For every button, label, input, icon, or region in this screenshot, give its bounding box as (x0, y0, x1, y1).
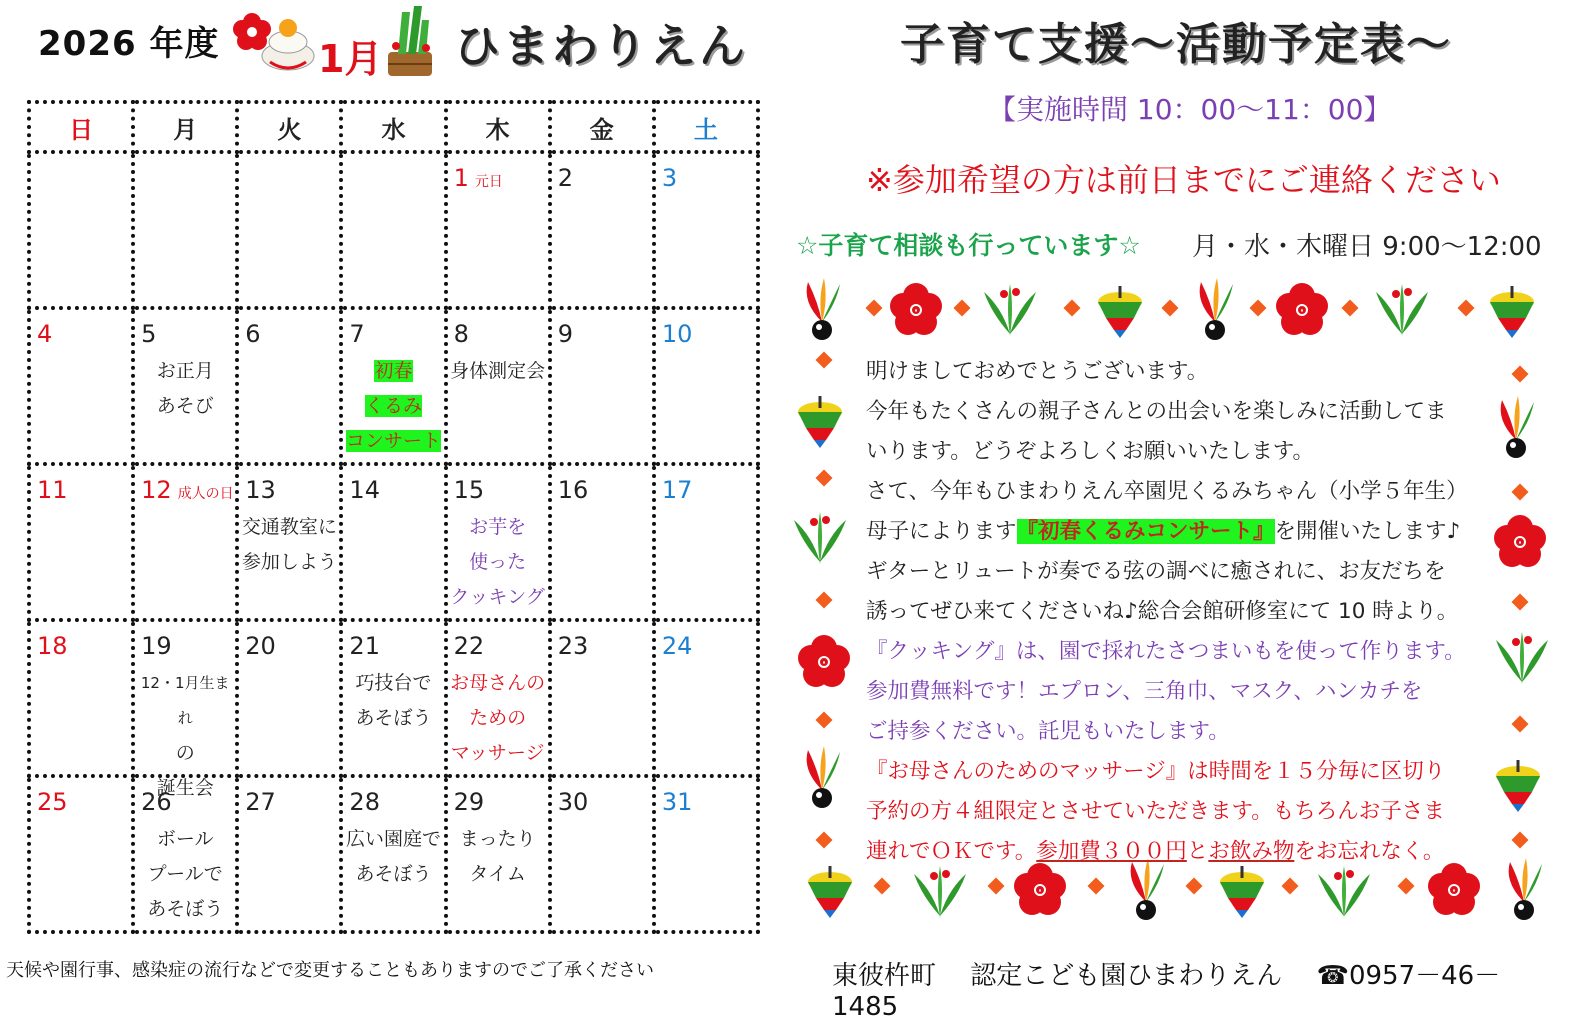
day-number-value: 29 (453, 788, 485, 816)
message-line (866, 512, 1506, 552)
event-text: タイム (469, 863, 526, 885)
calendar-day-cell (133, 464, 237, 620)
event-text: あそび (156, 395, 214, 417)
event-text: プールで (147, 863, 223, 885)
participation-notice: ※参加希望の方は前日までにご連絡ください (866, 161, 1501, 199)
day-event (343, 822, 443, 892)
day-number-value: 31 (661, 788, 693, 816)
day-number (37, 476, 68, 504)
event-line (135, 892, 235, 927)
message-line-cooking: ご持参ください。託児もいたします。 (866, 719, 1230, 744)
holiday-label: 元日 (474, 174, 503, 190)
consultation-days: 月・水・木曜日 9:00～12:00 (1192, 232, 1542, 262)
day-event (239, 510, 339, 580)
day-number (558, 476, 589, 504)
fee-text: 参加費３００円 (1036, 839, 1187, 864)
calendar-day-cell (446, 620, 550, 776)
day-number-value: 24 (661, 632, 693, 660)
event-line (448, 701, 548, 736)
day-number (349, 632, 380, 660)
day-number-value: 11 (37, 476, 68, 504)
day-number (558, 320, 573, 348)
weekday-header-row (29, 102, 758, 152)
day-number (662, 788, 693, 816)
event-line (343, 424, 443, 459)
message-text: と (1186, 839, 1209, 864)
calendar-day-cell (446, 464, 550, 620)
day-number (245, 476, 276, 504)
day-number (141, 788, 172, 816)
message-line-massage: 『お母さんのためのマッサージ』は時間を１５分毎に区切り (866, 759, 1446, 784)
calendar-day-cell (341, 776, 445, 932)
border-left-column (794, 352, 850, 849)
day-number-value: 27 (245, 788, 276, 816)
weekday-header: 水 (341, 102, 445, 152)
day-number (37, 788, 68, 816)
day-number (662, 476, 693, 504)
day-number-value: 30 (557, 788, 589, 816)
event-line (448, 510, 548, 545)
calendar-day-cell (341, 152, 445, 308)
message-text: をお忘れなく。 (1294, 839, 1445, 864)
message-line: さて、今年もひまわりえん卒園児くるみちゃん（小学５年生） (866, 479, 1468, 504)
day-number-value: 13 (245, 476, 276, 504)
calendar-day-cell (654, 152, 758, 308)
day-number-value: 14 (349, 476, 380, 504)
event-text: お芋を (469, 516, 527, 538)
calendar-week-row (29, 308, 758, 464)
event-line (448, 822, 548, 857)
day-event (448, 822, 548, 892)
event-line (343, 701, 443, 736)
day-number-value: 19 (141, 632, 172, 660)
day-number-value: 7 (349, 320, 365, 348)
event-text: 参加しよう (241, 551, 337, 573)
weekday-header: 日 (29, 102, 133, 152)
day-number-value: 26 (141, 788, 172, 816)
event-text: まったり (459, 828, 536, 850)
day-number (454, 320, 469, 348)
greeting-message (866, 352, 1506, 872)
event-line (239, 510, 339, 545)
day-event (448, 666, 548, 771)
calendar-day-cell (237, 464, 341, 620)
event-line (448, 666, 548, 701)
calendar-day-cell (237, 620, 341, 776)
event-line (135, 389, 235, 424)
day-number-value: 9 (557, 320, 573, 348)
day-number (558, 632, 589, 660)
day-number (245, 320, 260, 348)
message-line: 誘ってぜひ来てくださいね♪総合会館研修室にて 10 時より。 (866, 599, 1459, 624)
day-number-value: 12 (141, 476, 172, 504)
event-line (448, 736, 548, 771)
calendar-day-cell (446, 776, 550, 932)
calendar-day-cell (654, 308, 758, 464)
calendar-week-row (29, 152, 758, 308)
day-number (37, 320, 52, 348)
day-number (349, 788, 380, 816)
event-text: マッサージ (450, 742, 545, 764)
calendar-day-cell (237, 152, 341, 308)
day-number-value: 5 (141, 320, 157, 348)
calendar-day-cell (654, 620, 758, 776)
day-event (448, 510, 548, 615)
calendar-day-cell (341, 620, 445, 776)
calendar-day-cell (446, 308, 550, 464)
weekday-header: 土 (654, 102, 758, 152)
day-number (558, 164, 573, 192)
calendar-day-cell (29, 464, 133, 620)
day-number (245, 632, 276, 660)
calendar-day-cell (237, 776, 341, 932)
message-line: ギターとリュートが奏でる弦の調べに癒されに、お友だちを (866, 559, 1446, 584)
day-number-value: 18 (37, 632, 68, 660)
event-line (343, 666, 443, 701)
event-text: の (175, 742, 195, 764)
day-number-value: 2 (557, 164, 573, 192)
event-line (135, 666, 235, 736)
holiday-label: 成人の日 (177, 486, 234, 502)
day-number-value: 23 (557, 632, 589, 660)
day-number-value: 28 (349, 788, 380, 816)
calendar-day-cell (133, 152, 237, 308)
day-number-value: 25 (37, 788, 68, 816)
day-number (454, 164, 503, 192)
calendar-day-cell (29, 776, 133, 932)
day-number-value: 22 (453, 632, 485, 660)
event-line (135, 354, 235, 389)
calendar-week-row (29, 620, 758, 776)
message-line: 明けましておめでとうございます。 (866, 359, 1209, 384)
day-number (454, 476, 485, 504)
calendar-day-cell (237, 308, 341, 464)
footer-contact (832, 955, 1586, 1022)
event-text: あそぼう (147, 898, 224, 920)
message-text: 母子によります (866, 519, 1017, 544)
event-line (343, 389, 443, 424)
calendar-day-cell (654, 464, 758, 620)
day-number (662, 320, 693, 348)
day-number-value: 8 (453, 320, 469, 348)
consultation-label: ☆子育て相談も行っています☆ (796, 231, 1141, 260)
day-number-value: 3 (661, 164, 678, 192)
day-number (141, 320, 156, 348)
program-title: 子育て支援～活動予定表～ (900, 19, 1452, 70)
calendar-day-cell (29, 152, 133, 308)
day-number (349, 320, 364, 348)
event-line (135, 857, 235, 892)
calendar-day-cell (550, 776, 654, 932)
day-number (37, 632, 68, 660)
calendar-day-cell (133, 308, 237, 464)
event-line (135, 822, 235, 857)
footer-org: 認定こども園ひまわりえん (970, 961, 1283, 991)
event-line (343, 857, 443, 892)
day-number (245, 788, 276, 816)
weekday-header: 金 (550, 102, 654, 152)
event-text: 誕生会 (156, 777, 214, 799)
nursery-name: ひまわりえん (454, 19, 748, 73)
message-line-massage: 予約の方４組限定とさせていただきます。もちろんお子さま (866, 799, 1445, 824)
calendar-week-row (29, 776, 758, 932)
calendar-day-cell (550, 464, 654, 620)
day-number (141, 476, 234, 504)
event-text: クッキング (450, 586, 545, 608)
event-text: お母さんの (450, 672, 546, 694)
event-text: 交通教室に (241, 516, 337, 538)
event-line (448, 545, 548, 580)
event-text: あそぼう (355, 863, 432, 885)
event-text: くるみ (364, 395, 422, 417)
day-number (349, 476, 380, 504)
day-number-value: 15 (453, 476, 485, 504)
event-line (239, 545, 339, 580)
event-text: ボール (156, 828, 214, 850)
event-text: 初春 (374, 360, 413, 382)
event-text: 使った (469, 551, 527, 573)
calendar-day-cell (133, 776, 237, 932)
day-number (141, 632, 172, 660)
calendar-day-cell (341, 308, 445, 464)
calendar-day-cell (550, 308, 654, 464)
weekday-header: 火 (237, 102, 341, 152)
day-event (343, 354, 443, 459)
calendar-day-cell (550, 152, 654, 308)
day-number-value: 6 (245, 320, 261, 348)
event-line (448, 354, 548, 389)
day-number (454, 632, 485, 660)
day-event (135, 354, 235, 424)
calendar-week-row (29, 464, 758, 620)
message-text: 連れでＯＫです。 (866, 839, 1037, 864)
event-text: コンサート (345, 430, 441, 452)
weekday-header: 月 (133, 102, 237, 152)
message-line: 今年もたくさんの親子さんとの出会いを楽しみに活動してま (866, 399, 1447, 424)
day-number (662, 632, 693, 660)
message-line: いります。どうぞよろしくお願いいたします。 (866, 439, 1315, 464)
calendar-day-cell (29, 308, 133, 464)
day-number (558, 788, 589, 816)
day-number (662, 164, 677, 192)
concert-highlight: 『初春くるみコンサート』 (1016, 519, 1275, 544)
day-number-value: 4 (37, 320, 53, 348)
event-line (135, 736, 235, 771)
drink-text: お飲み物 (1208, 839, 1295, 864)
calendar-day-cell (133, 620, 237, 799)
border-top-row (807, 278, 1534, 340)
calendar-day-cell (654, 776, 758, 932)
calendar-table (27, 100, 760, 934)
event-line (448, 580, 548, 615)
event-text: 広い園庭で (345, 828, 441, 850)
event-line (343, 822, 443, 857)
day-number-value: 10 (661, 320, 693, 348)
message-line-cooking: 『クッキング』は、園で採れたさつまいもを使って作ります。 (866, 639, 1466, 664)
day-number-value: 17 (661, 476, 693, 504)
event-text: お正月 (156, 360, 214, 382)
day-number-value: 1 (453, 164, 469, 192)
day-number-value: 16 (557, 476, 589, 504)
message-text: を開催いたします♪ (1274, 519, 1461, 544)
day-event (135, 822, 235, 927)
event-text: ための (469, 707, 527, 729)
month-label: 1月 (318, 37, 383, 81)
day-event (343, 666, 443, 736)
event-text: 巧技台で (355, 672, 432, 694)
fiscal-year-title: 2026 年度 (38, 24, 220, 64)
day-number (454, 788, 485, 816)
event-text: 身体測定会 (450, 360, 546, 382)
calendar-body (29, 152, 758, 932)
event-text: あそぼう (355, 707, 432, 729)
calendar-day-cell (29, 620, 133, 776)
message-line-massage (866, 832, 1506, 872)
day-number-value: 21 (349, 632, 380, 660)
event-line (343, 354, 443, 389)
day-event (448, 354, 548, 389)
calendar-day-cell (550, 620, 654, 776)
footer-phone: ☎0957－46－1485 (832, 961, 1501, 1022)
calendar-note: 天候や園行事、感染症の流行などで変更することもありますのでご了承ください (6, 960, 654, 981)
calendar-day-cell (341, 464, 445, 620)
calendar-day-cell (446, 152, 550, 308)
weekday-header: 木 (446, 102, 550, 152)
event-line (448, 857, 548, 892)
monthly-calendar (27, 100, 760, 945)
day-number-value: 20 (245, 632, 276, 660)
time-info: 【実施時間 10：00～11：00】 (988, 93, 1392, 126)
event-text: 12・1月生まれ (140, 674, 230, 727)
footer-town: 東彼杵町 (832, 961, 937, 991)
message-line-cooking: 参加費無料です！エプロン、三角巾、マスク、ハンカチを (866, 679, 1423, 704)
